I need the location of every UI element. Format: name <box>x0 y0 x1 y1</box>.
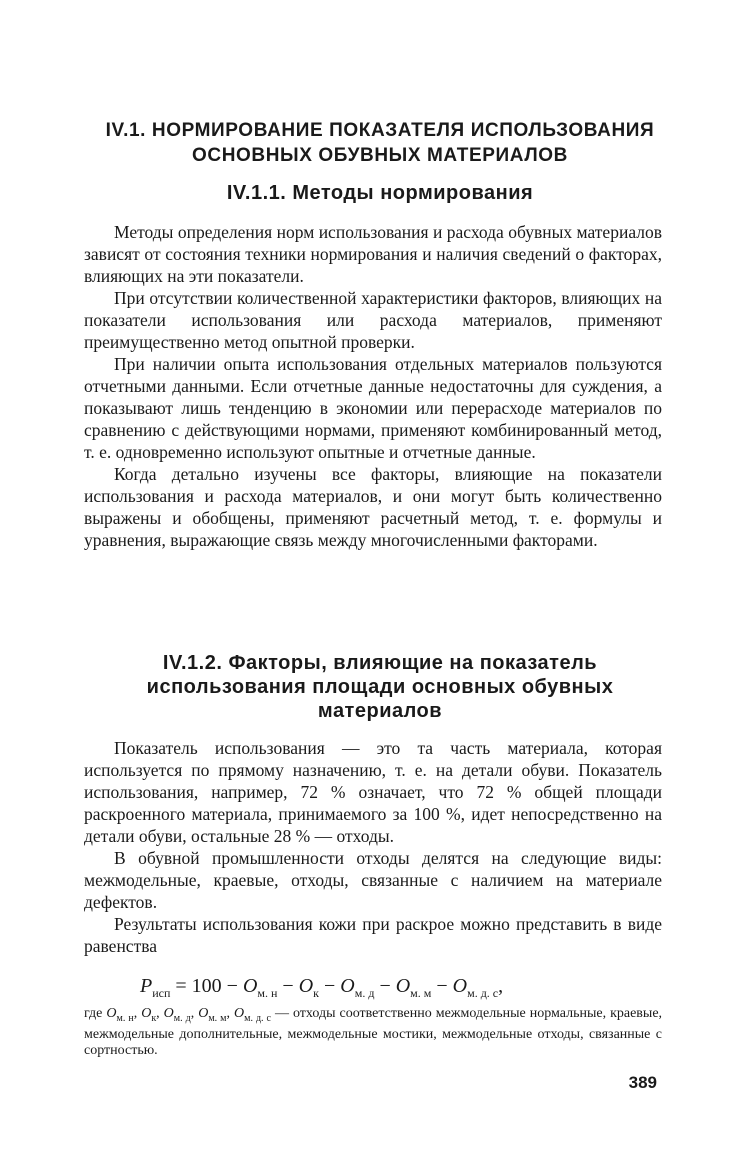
equation <box>140 973 670 1006</box>
legend-sym2: О <box>141 1006 152 1021</box>
legend-sym3: О <box>163 1006 174 1021</box>
paragraph-6: В обувной промышленности отходы делятся на следующие виды: межмодельные, краевые, отходы, связанные с наличием на материале дефектов. <box>84 848 662 912</box>
legend-sym3-sub: м. д <box>173 1012 191 1024</box>
section-title-line2: ОСНОВНЫХ ОБУВНЫХ МАТЕРИАЛОВ <box>192 145 568 166</box>
formula-legend <box>84 1006 662 1059</box>
paragraph-4: Когда детально изучены все факторы, влияющие на показатели использования и расхода материалов, и они могут быть количественно выражены и обобщены, применяют расчетный метод, т. е. формулы и уравнения, выражающие связь между многочисленными факторами. <box>84 464 662 550</box>
paragraph-2: При отсутствии количественной характеристики факторов, влияющих на показатели использования или расхода материалов, применяют преимущественно метод опытной проверки. <box>84 288 662 352</box>
formula-p-sub: исп <box>152 986 171 1000</box>
legend-comma: , <box>226 1006 230 1021</box>
legend-sym5: О <box>234 1006 245 1021</box>
section-title-line1: IV.1. НОРМИРОВАНИЕ ПОКАЗАТЕЛЯ ИСПОЛЬЗОВАНИЯ <box>105 120 655 141</box>
legend-lead: где <box>84 1006 103 1021</box>
legend-sym1: О <box>106 1006 117 1021</box>
legend-sym2-sub: к <box>151 1012 157 1024</box>
formula-minus: − <box>379 975 391 997</box>
formula-term5-sub: м. д. с <box>467 986 499 1000</box>
paragraph-3: При наличии опыта использования отдельных материалов пользуются отчетными данными. Если отчетные данные недостаточны для суждения, а показывают лишь тенденцию в экономии или перерасходе материалов по сравнению с действующими нормами, применяют комбинированный метод, т. е. одновременно используют опытные и отчетные данные. <box>84 354 662 462</box>
subsection2-title-line2: использования площади основных обувных <box>146 676 614 698</box>
legend-sym5-sub: м. д. с <box>244 1012 271 1024</box>
legend-sym1-sub: м. н <box>116 1012 134 1024</box>
legend-comma: , <box>190 1006 195 1021</box>
legend-sym4-sub: м. м <box>208 1012 227 1024</box>
formula-minus: − <box>282 975 294 997</box>
paragraph-1: Методы определения норм использования и расхода обувных материалов зависят от состояния техники нормирования и наличия сведений о факторах, влияющих на эти показатели. <box>84 222 662 286</box>
formula-term5: О <box>452 975 468 997</box>
formula-minus: − <box>436 975 448 997</box>
legend-comma: , <box>133 1006 138 1021</box>
page-number: 389 <box>628 1073 657 1092</box>
subsection2-body <box>84 737 662 957</box>
formula-equals: = 100 − <box>175 975 238 997</box>
formula-term3-sub: м. д <box>354 986 375 1000</box>
paragraph-7: Результаты использования кожи при раскрое можно представить в виде равенства <box>84 914 662 956</box>
subsection1-title: IV.1.1. Методы нормирования <box>226 182 534 204</box>
formula-minus: − <box>324 975 336 997</box>
formula-term3: О <box>340 975 355 997</box>
formula-term4: О <box>395 975 411 997</box>
subsection2-title <box>90 651 670 723</box>
legend-comma: , <box>156 1006 160 1021</box>
section-title <box>90 118 670 168</box>
formula-term1-sub: м. н <box>257 986 278 1000</box>
paragraph-5: Показатель использования — это та часть материала, которая используется по прямому назначению, т. е. на детали обуви. Показатель использования, например, 72 % означает, что 72 % общей площади раскроенного материала, принимаемого за 100 %, идет непосредственно на детали обуви, остальные 28 % — отходы. <box>84 738 662 846</box>
formula-term1: О <box>242 975 258 997</box>
subsection2-title-line1: IV.1.2. Факторы, влияющие на показатель <box>162 652 598 674</box>
subsection2-title-line3: материалов <box>317 700 443 722</box>
formula-term4-sub: м. м <box>410 986 432 1000</box>
formula-end: , <box>498 975 504 997</box>
subsection1-body <box>84 221 662 551</box>
formula-term2: О <box>298 975 314 997</box>
legend-text: — отходы соответственно межмодельные нормальные, краевые, межмодельные дополнительные, межмодельные мостики, межмодельные отходы, связанные с сортностью. <box>84 1006 663 1058</box>
legend-sym4: О <box>198 1006 209 1021</box>
formula-term2-sub: к <box>313 986 319 1000</box>
formula-p: P <box>140 975 153 997</box>
